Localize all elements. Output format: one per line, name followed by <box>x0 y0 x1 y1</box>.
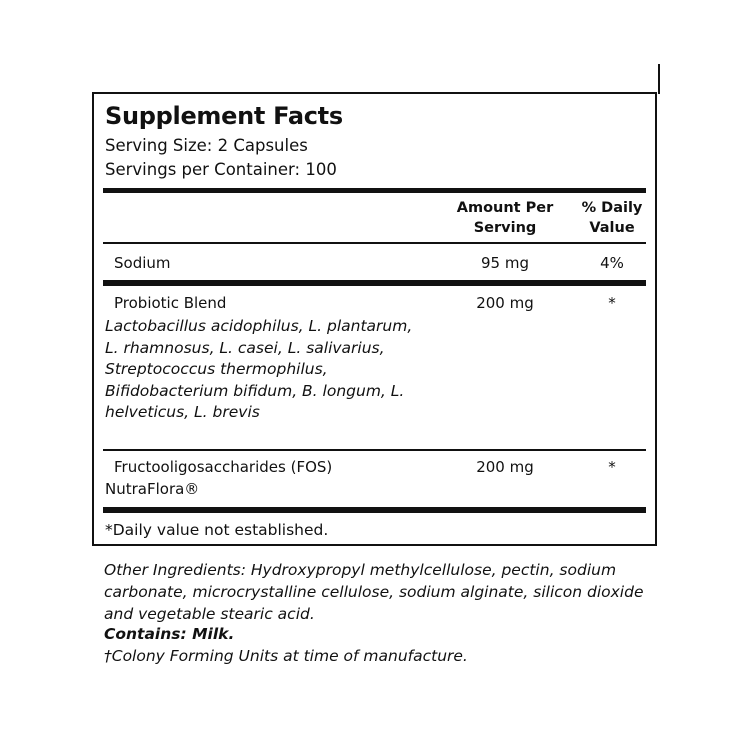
row-fos-name: Fructooligosaccharides (FOS) <box>114 458 333 476</box>
serving-size: Serving Size: 2 Capsules <box>105 136 308 155</box>
row-sodium-name: Sodium <box>114 254 171 272</box>
supplement-facts-panel <box>92 92 657 546</box>
probiotic-strain-list: Lactobacillus acidophilus, L. plantarum, L. rhamnosus, L. casei, L. salivarius, Streptococcus thermophilus, Bifidobacterium bifidum, B. longum, L. helveticus, L. brevis <box>105 317 413 421</box>
thick-rule-top <box>103 188 646 193</box>
panel-title: Supplement Facts <box>105 102 343 130</box>
cfu-note: †Colony Forming Units at time of manufacture. <box>104 647 468 665</box>
daily-value-footnote: *Daily value not established. <box>105 521 329 539</box>
header-daily-value: % Daily Value <box>581 200 643 236</box>
thin-rule-header <box>103 242 646 244</box>
row-fos-amount: 200 mg <box>476 458 534 476</box>
row-fos-subname: NutraFlora® <box>105 480 200 498</box>
thin-rule-probiotic <box>103 449 646 451</box>
allergen-contains: Contains: Milk. <box>104 625 235 643</box>
row-fos-daily: * <box>608 458 616 476</box>
row-sodium-amount: 95 mg <box>481 254 529 272</box>
row-probiotic-daily: * <box>608 294 616 312</box>
row-probiotic-name: Probiotic Blend <box>114 294 227 312</box>
row-probiotic-amount: 200 mg <box>476 294 534 312</box>
other-ingredients: Other Ingredients: Hydroxypropyl methylcellulose, pectin, sodium carbonate, microcrystalline cellulose, sodium alginate, silicon dioxide and vegetable stearic acid. <box>104 561 644 623</box>
thick-rule-bottom <box>103 507 646 513</box>
row-sodium-daily: 4% <box>600 254 624 272</box>
servings-per-container: Servings per Container: 100 <box>105 160 337 179</box>
thick-rule-middle <box>103 280 646 286</box>
top-right-edge-line <box>658 64 660 94</box>
header-amount-per-serving: Amount Per Serving <box>456 200 554 236</box>
